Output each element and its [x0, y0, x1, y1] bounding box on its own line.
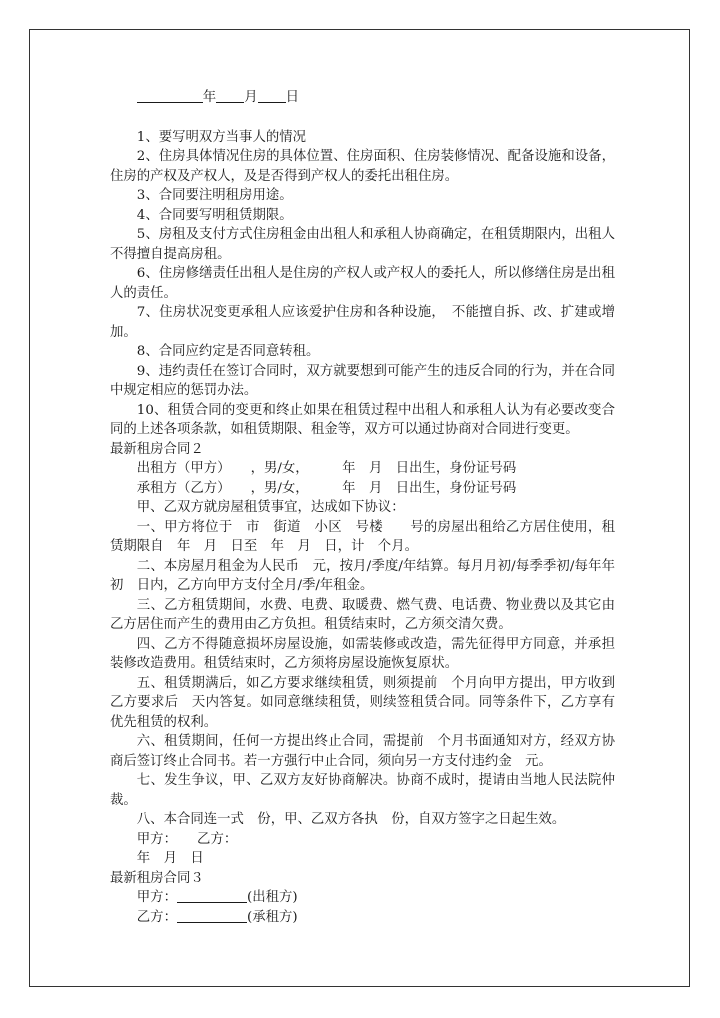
note-item: 4、合同要写明租赁期限。	[136, 207, 293, 223]
blank-line	[177, 908, 247, 923]
note-item: 8、合同应约定是否同意转租。	[136, 344, 320, 359]
contract3-title: 最新租房合同３	[110, 870, 204, 886]
party-b-role: (承租方)	[246, 909, 298, 925]
blank-line	[216, 88, 244, 103]
party-b-line: 承租方（乙方） ，男/女， 年 月 日出生，身份证号码	[136, 480, 517, 496]
signature-date: 年 月 日	[136, 851, 204, 866]
note-item: 7、住房状况变更承租人应该爱护住房和各种设施， 不能擅自拆、改、扩建或增加。	[110, 305, 615, 340]
note-item: 2、住房具体情况住房的具体位置、住房面积、住房装修情况、配备设施和设备，住房的产权及产权人，及是否得到产权人的委托出租住房。	[110, 149, 615, 184]
contract3-party-a	[110, 888, 615, 908]
clause-item: 七、发生争议，甲、乙双方友好协商解决。协商不成时，提请由当地人民法院仲裁。	[110, 773, 615, 808]
date-line	[110, 88, 615, 108]
contract3-party-b	[110, 908, 615, 928]
clause-item: 八、本合同连一式 份，甲、乙双方各执 份，自双方签字之日起生效。	[136, 812, 566, 827]
note-item: 5、房租及支付方式住房租金由出租人和承租人协商确定，在租赁期限内，出租人不得擅自提高房租。	[110, 227, 615, 262]
note-item: 3、合同要注明租房用途。	[136, 188, 293, 203]
date-day-label: 日	[285, 90, 299, 105]
date-year-label: 年	[202, 90, 217, 105]
blank-line	[177, 888, 247, 903]
clause-item: 三、乙方租赁期间，水费、电费、取暖费、燃气费、电话费、物业费以及其它由乙方居住而产生的费用由乙方负担。租赁结束时，乙方须交清欠费。	[110, 597, 615, 632]
clause-item: 一、甲方将位于 市 街道 小区 号楼 号的房屋出租给乙方居住使用，租赁期限自 年 月 日至 年 月 日，计 个月。	[110, 519, 615, 554]
clause-item: 二、本房屋月租金为人民币 元，按月/季度/年结算。每月月初/每季季初/每年年初 日内，乙方向甲方支付全月/季/年租金。	[110, 558, 615, 593]
clause-item: 六、租赁期间，任何一方提出终止合同，需提前 个月书面通知对方，经双方协商后签订终止合同书。若一方强行中止合同，须向另一方支付违约金 元。	[110, 734, 615, 769]
note-item: 1、要写明双方当事人的情况	[136, 129, 307, 145]
clause-item: 四、乙方不得随意损坏房屋设施，如需装修或改造，需先征得甲方同意，并承担装修改造费用。租赁结束时，乙方须将房屋设施恢复原状。	[110, 636, 615, 671]
document-body	[110, 88, 615, 927]
clause-item: 五、租赁期满后，如乙方要求继续租赁，则须提前 个月向甲方提出，甲方收到乙方要求后 天内答复。如同意继续租赁，则续签租赁合同。同等条件下，乙方享有优先租赁的权利。	[110, 675, 615, 730]
party-a-line: 出租方（甲方） ，男/女， 年 月 日出生，身份证号码	[136, 461, 517, 476]
blank-line	[137, 88, 203, 103]
party-a-role: (出租方)	[246, 890, 298, 905]
party-a-label: 甲方：	[136, 890, 177, 905]
note-item: 10、租赁合同的变更和终止如果在租赁过程中出租人和承租人认为有必要改变合同的上述各项条款，如租赁期限、租金等，双方可以通过协商对合同进行变更。	[110, 402, 615, 437]
contract2-title: 最新租房合同２	[110, 441, 204, 457]
note-item: 6、住房修缮责任出租人是住房的产权人或产权人的委托人，所以修缮住房是出租人的责任。	[110, 266, 615, 301]
agreement-intro: 甲、乙双方就房屋租赁事宜，达成如下协议：	[136, 500, 405, 515]
blank-line	[258, 88, 286, 103]
note-item: 9、违约责任在签订合同时，双方就要想到可能产生的违反合同的行为，并在合同中规定相应的惩罚办法。	[110, 363, 615, 398]
signature-row: 甲方： 乙方：	[136, 831, 238, 847]
date-month-label: 月	[244, 90, 258, 105]
party-b-label: 乙方：	[136, 909, 177, 925]
